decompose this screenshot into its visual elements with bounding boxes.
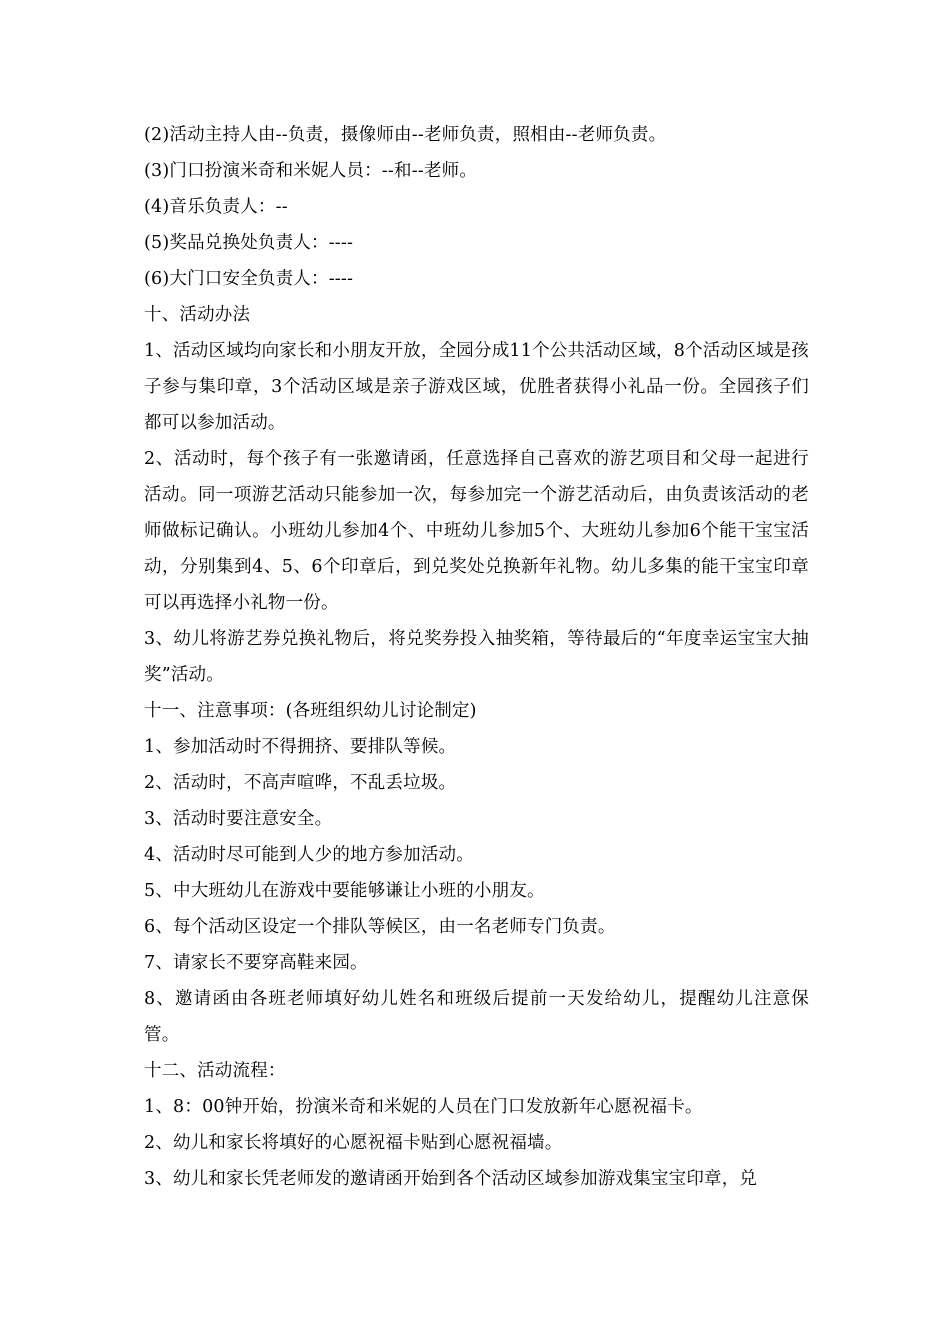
staff-gate-safety: (6)大门口安全负责人：---- — [144, 269, 354, 289]
notes-item-2: 2、活动时，不高声喧哗，不乱丢垃圾。 — [144, 773, 457, 793]
staff-host-camera: (2)活动主持人由--负责，摄像师由--老师负责，照相由--老师负责。 — [144, 125, 667, 145]
notes-item-4: 4、活动时尽可能到人少的地方参加活动。 — [144, 845, 474, 865]
section-heading-activity-method: 十、活动办法 — [144, 305, 251, 325]
staff-music: (4)音乐负责人：-- — [144, 197, 288, 217]
method-item-3: 3、幼儿将游艺券兑换礼物后，将兑奖券投入抽奖箱，等待最后的“年度幸运宝宝大抽奖”活动。 — [144, 629, 809, 685]
notes-item-3: 3、活动时要注意安全。 — [144, 809, 333, 829]
process-item-1: 1、8：00钟开始，扮演米奇和米妮的人员在门口发放新年心愿祝福卡。 — [144, 1097, 703, 1117]
notes-item-7: 7、请家长不要穿高鞋来园。 — [144, 953, 368, 973]
process-item-3: 3、幼儿和家长凭老师发的邀请函开始到各个活动区域参加游戏集宝宝印章，兑 — [144, 1169, 758, 1189]
section-heading-notes: 十一、注意事项：(各班组织幼儿讨论制定) — [144, 701, 477, 721]
method-item-2: 2、活动时，每个孩子有一张邀请函，任意选择自己喜欢的游艺项目和父母一起进行活动。同一项游艺活动只能参加一次，每参加完一个游艺活动后，由负责该活动的老师做标记确认。小班幼儿参加4个、中班幼儿参加5个、大班幼儿参加6个能干宝宝活动，分别集到4、5、6个印章后，到兑奖处兑换新年礼物。幼儿多集的能干宝宝印章可以再选择小礼物一份。 — [144, 449, 809, 613]
method-item-1: 1、活动区域均向家长和小朋友开放，全园分成11个公共活动区域，8个活动区域是孩子参与集印章，3个活动区域是亲子游戏区域，优胜者获得小礼品一份。全园孩子们都可以参加活动。 — [144, 341, 809, 433]
notes-item-8: 8、邀请函由各班老师填好幼儿姓名和班级后提前一天发给幼儿，提醒幼儿注意保管。 — [144, 989, 809, 1045]
staff-prize-exchange: (5)奖品兑换处负责人：---- — [144, 233, 354, 253]
document-body — [144, 117, 809, 1197]
staff-mickey-minnie: (3)门口扮演米奇和米妮人员：--和--老师。 — [144, 161, 478, 181]
notes-item-6: 6、每个活动区设定一个排队等候区，由一名老师专门负责。 — [144, 917, 616, 937]
process-item-2: 2、幼儿和家长将填好的心愿祝福卡贴到心愿祝福墙。 — [144, 1133, 563, 1153]
section-heading-process: 十二、活动流程： — [144, 1061, 286, 1081]
notes-item-5: 5、中大班幼儿在游戏中要能够谦让小班的小朋友。 — [144, 881, 545, 901]
notes-item-1: 1、参加活动时不得拥挤、要排队等候。 — [144, 737, 457, 757]
